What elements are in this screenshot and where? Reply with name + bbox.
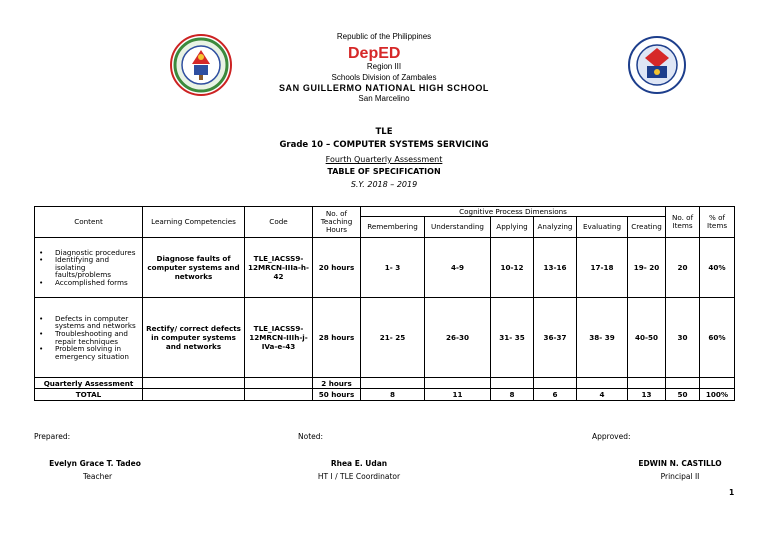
empty-cell [534,378,577,389]
header-pct-items: % of Items [700,207,735,238]
total-level-cell: 8 [491,389,534,401]
grade-title: Grade 10 – COMPUTER SYSTEMS SERVICING [279,140,489,150]
empty-cell [666,378,700,389]
empty-cell [425,378,491,389]
code-cell: TLE_IACSS9-12MRCN-IIIh-j-IVa-e-43 [245,298,313,378]
specification-table [34,206,735,401]
empty-cell [245,378,313,389]
assessment-title: Fourth Quarterly Assessment [325,155,443,164]
header-level-remembering: Remembering [361,217,425,238]
pct-items-cell: 60% [700,298,735,378]
header-cognitive: Cognitive Process Dimensions [361,207,666,217]
republic-line: Republic of the Philippines [336,32,432,41]
total-level-cell: 8 [361,389,425,401]
total-pct-items: 100% [700,389,735,401]
level-cell: 10-12 [491,238,534,298]
total-level-cell: 4 [577,389,628,401]
total-num-items: 50 [666,389,700,401]
quarterly-hours: 2 hours [313,378,361,389]
empty-cell [491,378,534,389]
region-line: Region III [366,62,402,71]
level-cell: 36-37 [534,298,577,378]
num-items-cell: 30 [666,298,700,378]
list-item: • Diagnostic procedures [37,249,140,257]
num-items-cell: 20 [666,238,700,298]
prepared-name: Evelyn Grace T. Tadeo [49,459,141,468]
list-item: • Defects in computer systems and networks [37,315,140,330]
level-cell: 40-50 [628,298,666,378]
header-level-applying: Applying [491,217,534,238]
prepared-title: Teacher [82,472,113,481]
code-cell: TLE_IACSS9-12MRCN-IIIa-h-42 [245,238,313,298]
deped-logo-text: DepED [348,45,401,61]
empty-cell [577,378,628,389]
division-line: Schools Division of Zambales [331,73,437,82]
hours-cell: 28 hours [313,298,361,378]
header-content: Content [35,207,143,238]
list-item: • Accomplished forms [37,279,140,287]
empty-cell [700,378,735,389]
competency-cell: Diagnose faults of computer systems and networks [143,238,245,298]
total-label: TOTAL [35,389,143,401]
content-cell [35,238,143,298]
empty-cell [245,389,313,401]
noted-name: Rhea E. Udan [330,459,388,468]
list-item: • Problem solving in emergency situation [37,345,140,360]
document-title: TABLE OF SPECIFICATION [327,167,441,176]
level-cell: 21- 25 [361,298,425,378]
competency-cell: Rectify/ correct defects in computer systems and networks [143,298,245,378]
town-line: San Marcelino [358,94,410,103]
noted-title: HT I / TLE Coordinator [317,472,401,481]
header-level-evaluating: Evaluating [577,217,628,238]
list-item: • Troubleshooting and repair techniques [37,330,140,345]
level-cell: 1- 3 [361,238,425,298]
header-code: Code [245,207,313,238]
content-cell [35,298,143,378]
header-hours: No. of Teaching Hours [313,207,361,238]
list-item: • Identifying and isolating faults/problems [37,256,140,279]
approved-label: Approved: [592,432,631,441]
empty-cell [143,378,245,389]
total-level-cell: 11 [425,389,491,401]
level-cell: 19- 20 [628,238,666,298]
table-row [35,298,735,378]
deped-logo [348,44,420,61]
total-level-cell: 13 [628,389,666,401]
approved-title: Principal II [660,472,700,481]
school-name: SAN GUILLERMO NATIONAL HIGH SCHOOL [278,83,490,93]
total-row [35,389,735,401]
page-number: 1 [729,488,735,497]
total-level-cell: 6 [534,389,577,401]
header-num-items: No. of Items [666,207,700,238]
header-level-understanding: Understanding [425,217,491,238]
subject-title: TLE [375,127,393,137]
quarterly-label: Quarterly Assessment [35,378,143,389]
empty-cell [361,378,425,389]
total-hours: 50 hours [313,389,361,401]
empty-cell [143,389,245,401]
quarterly-row [35,378,735,389]
school-year: S.Y. 2018 – 2019 [350,180,418,189]
header-level-creating: Creating [628,217,666,238]
hours-cell: 20 hours [313,238,361,298]
prepared-label: Prepared: [34,432,71,441]
empty-cell [628,378,666,389]
level-cell: 26-30 [425,298,491,378]
level-cell: 13-16 [534,238,577,298]
level-cell: 38- 39 [577,298,628,378]
table-row [35,238,735,298]
pct-items-cell: 40% [700,238,735,298]
approved-name: EDWIN N. CASTILLO [638,459,722,468]
header-competencies: Learning Competencies [143,207,245,238]
noted-label: Noted: [298,432,324,441]
level-cell: 31- 35 [491,298,534,378]
level-cell: 4-9 [425,238,491,298]
level-cell: 17-18 [577,238,628,298]
header-level-analyzing: Analyzing [534,217,577,238]
